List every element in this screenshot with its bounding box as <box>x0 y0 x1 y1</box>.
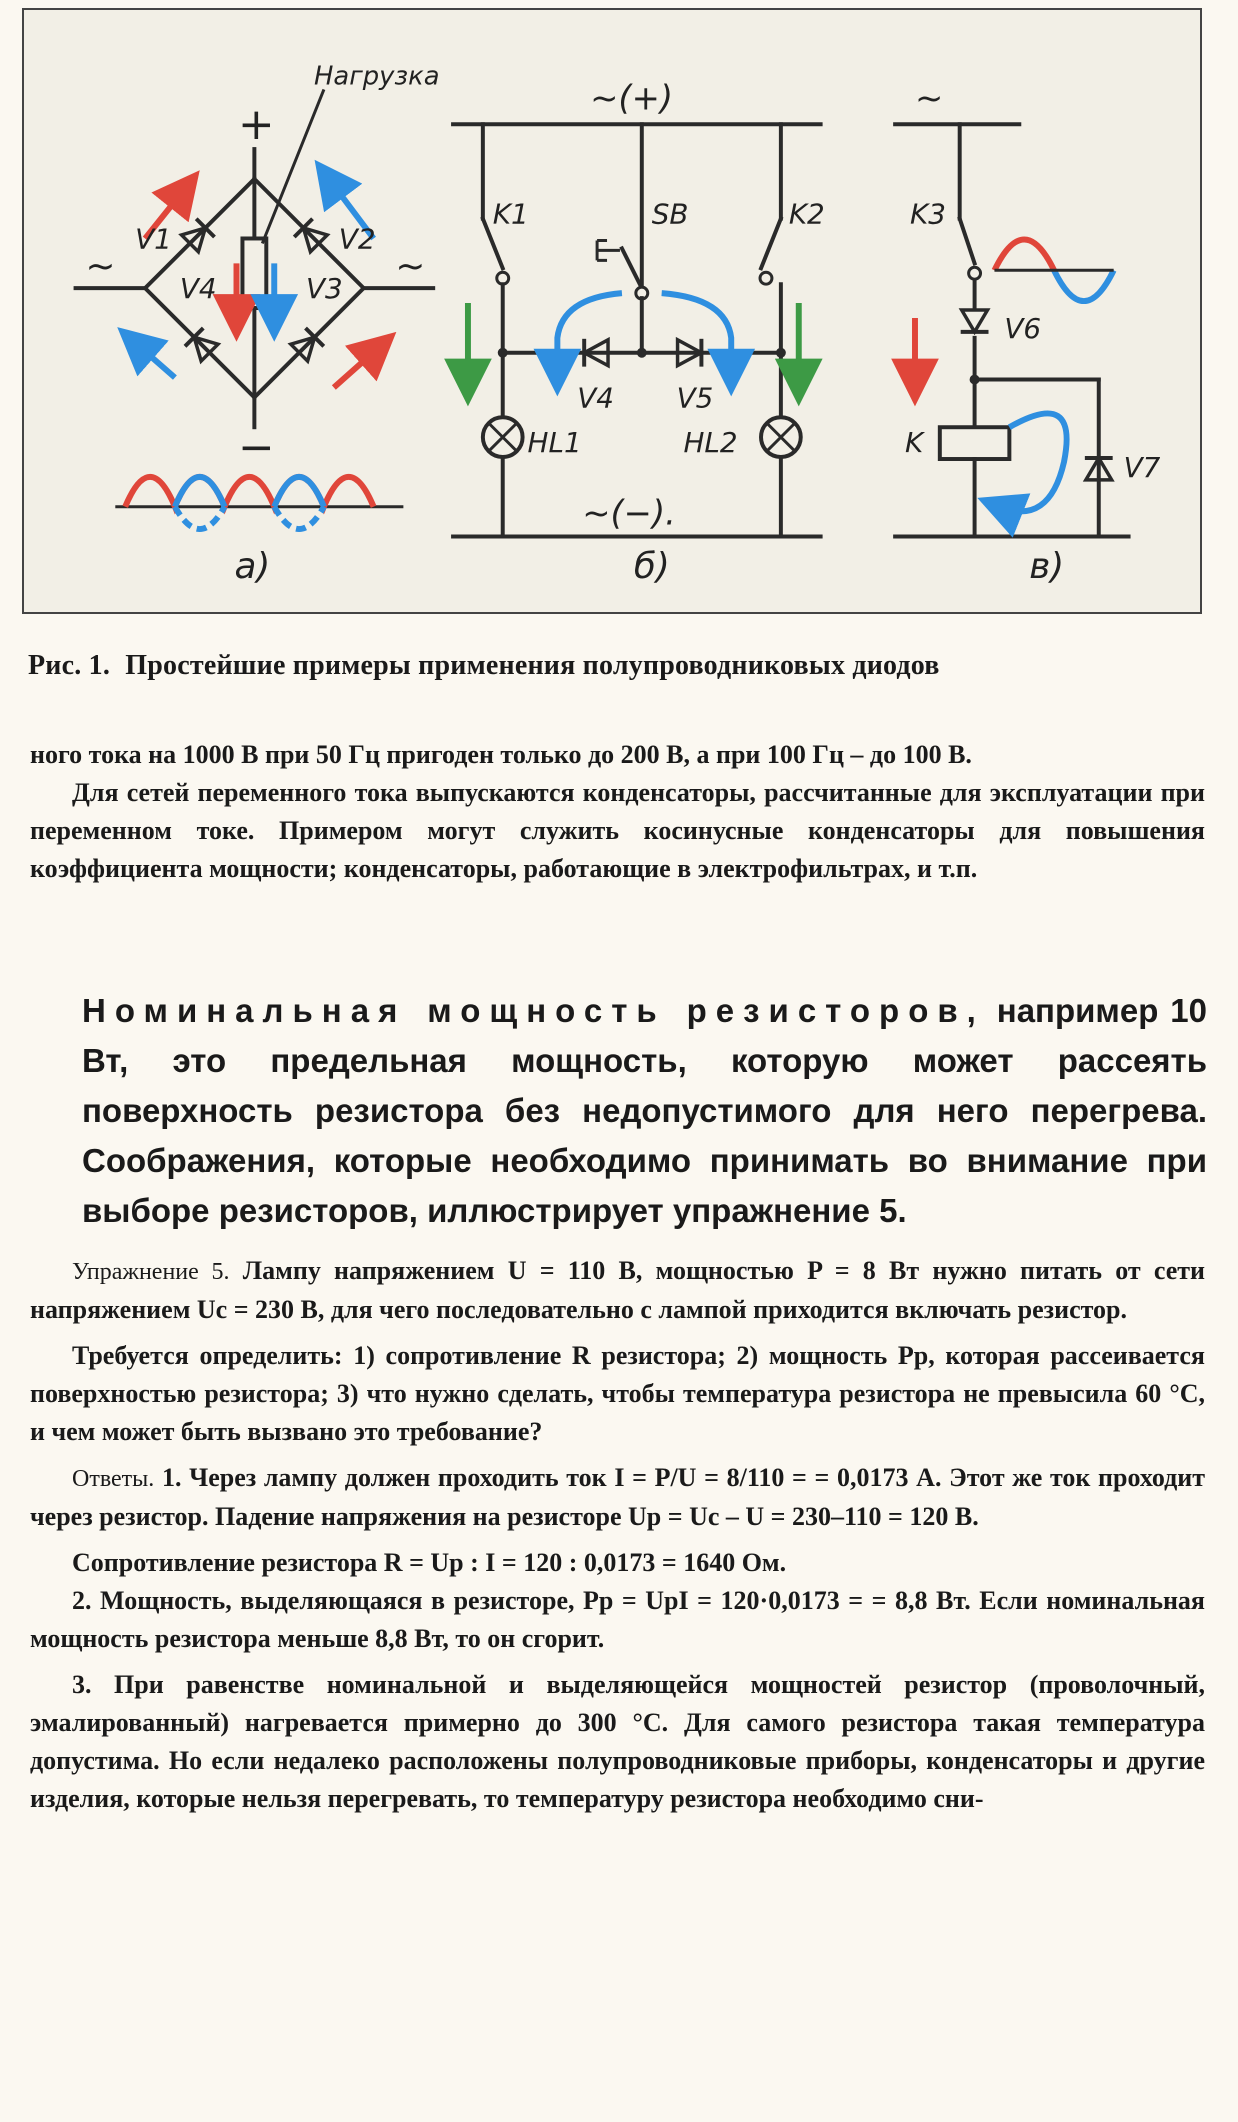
caption-number: Рис. 1. <box>28 650 111 681</box>
label-v3: V3 <box>306 272 343 306</box>
bridge-tilde-right: ~ <box>395 246 426 288</box>
label-v1: V1 <box>135 222 172 256</box>
bus-bottom-label: ~(−). <box>582 493 676 533</box>
panel-label-b: б) <box>633 546 670 588</box>
exercise-label: Упражнение 5. <box>72 1259 230 1285</box>
answer-3: 3. При равенстве номинальной и выделяющейся мощностей резистор (проволочный, эмалированный) нагревается примерно до 300 °С. Для самого резистора такая температура допустима. Но если недалеко расположены полупроводниковые приборы, конденсаторы и другие изделия, которые нельзя перегревать, то температуру резистора необходимо сни- <box>30 1670 1205 1813</box>
body-text-top <box>30 736 1205 888</box>
label-v7: V7 <box>1123 450 1161 484</box>
panel-label-c: в) <box>1029 546 1065 588</box>
label-k1: K1 <box>492 197 529 231</box>
paragraph-continued: ного тока на 1000 В при 50 Гц пригоден только до 200 В, а при 100 Гц – до 100 В. <box>30 740 972 769</box>
relay-tilde-label: ~ <box>914 78 944 118</box>
label-v4-b: V4 <box>577 381 614 415</box>
panel-label-a: а) <box>234 546 271 588</box>
label-v4: V4 <box>179 272 217 306</box>
figure-caption <box>28 650 1208 682</box>
label-v5-b: V5 <box>676 381 714 415</box>
bus-top-label: ~(+) <box>590 78 674 118</box>
exercise-statement: Лампу напряжением U = 110 В, мощностью P = 8 Вт нужно питать от сети напряжением Uс = 230 В, для чего последовательно с лампой приходится включать резистор. <box>30 1256 1205 1324</box>
bridge-minus-label: − <box>238 421 275 473</box>
paragraph-capacitors: Для сетей переменного тока выпускаются конденсаторы, рассчитанные для эксплуатации при переменном токе. Примером могут служить косинусные конденсаторы для повышения коэффициента мощности; конденсаторы, работающие в электрофильтрах, и т.п. <box>30 778 1205 883</box>
exercise-block <box>30 1252 1205 1818</box>
label-hl2: HL2 <box>683 426 738 460</box>
answer-1: 1. Через лампу должен проходить ток I = P/U = 8/110 = = 0,0173 А. Этот же ток проходит через резистор. Падение напряжения на резисторе Uр = Uс – U = 230–110 = 120 В. <box>30 1463 1206 1531</box>
lead-paragraph <box>82 986 1207 1236</box>
bridge-plus-label: + <box>238 99 275 151</box>
label-v6: V6 <box>1004 311 1042 345</box>
lead-term: Номинальная мощность резисторов, <box>82 992 985 1029</box>
label-v2: V2 <box>338 222 376 256</box>
circuit-diagrams <box>24 10 1200 612</box>
lead-text: например 10 Вт, это предельная мощность, которую может рассеять поверхность резистора без недопустимого для него перегрева. Соображения, которые необходимо принимать во внимание при выборе резисторов, иллюстрирует упражнение 5. <box>82 992 1207 1229</box>
answer-1b: Сопротивление резистора R = Uр : I = 120 : 0,0173 = 1640 Ом. <box>72 1548 787 1577</box>
diagram-c-relay <box>895 78 1160 587</box>
answers-label: Ответы. <box>72 1466 155 1492</box>
bridge-tilde-left: ~ <box>85 246 116 288</box>
label-k2: K2 <box>788 197 825 231</box>
label-k: K <box>905 426 924 460</box>
label-sb: SB <box>651 197 689 231</box>
diagram-a-bridge <box>76 62 440 588</box>
caption-text: Простейшие примеры применения полупроводниковых диодов <box>125 650 940 681</box>
label-k3: K3 <box>910 197 946 231</box>
answer-2: 2. Мощность, выделяющаяся в резисторе, Pр = UрI = 120·0,0173 = = 8,8 Вт. Если номинальная мощность резистора меньше 8,8 Вт, то он сгорит. <box>30 1586 1205 1653</box>
exercise-question: Требуется определить: 1) сопротивление R резистора; 2) мощность Pр, которая рассеивается поверхностью резистора; 3) что нужно сделать, чтобы температура резистора не превысила 60 °С, и чем может быть вызвано это требование? <box>30 1341 1205 1446</box>
diagram-b-lamps <box>453 78 825 587</box>
label-hl1: HL1 <box>527 426 582 460</box>
figure-panel <box>22 8 1202 614</box>
load-label: Нагрузка <box>313 61 440 92</box>
